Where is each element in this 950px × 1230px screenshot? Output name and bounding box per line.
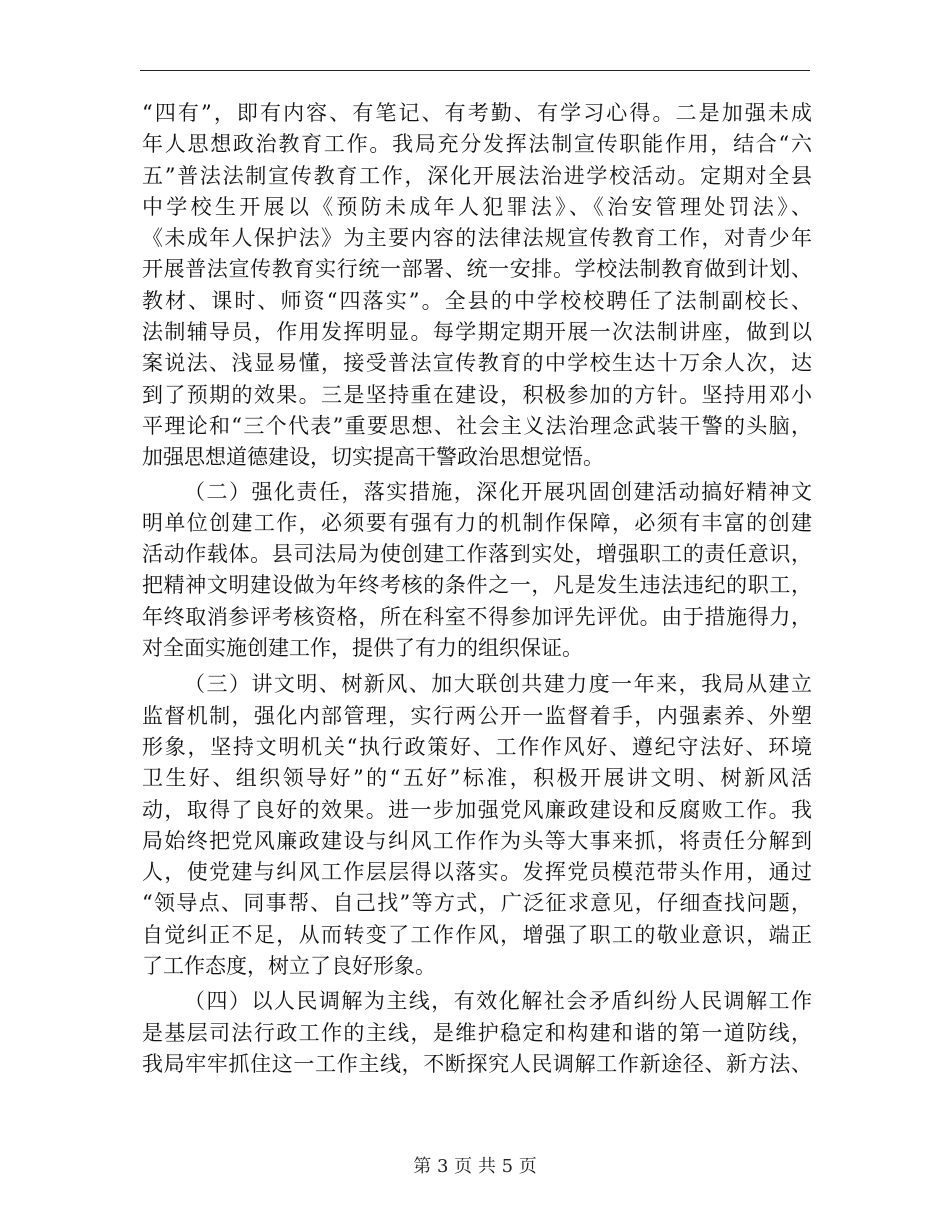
text-line: 中学校生开展以《预防未成年人犯罪法》、《治安管理处罚法》、 <box>142 194 812 219</box>
text-line: （三）讲文明、树新风、加大联创共建力度一年来，我局从建立 <box>184 672 812 697</box>
text-line: “领导点、同事帮、自己找”等方式，广泛征求意见，仔细查找问题， <box>142 891 812 916</box>
text-line: 活动作载体。县司法局为使创建工作落到实处，增强职工的责任意识， <box>142 542 812 567</box>
paragraph-1 <box>142 98 812 474</box>
text-line: 加强思想道德建设，切实提高干警政治思想觉悟。 <box>142 445 604 470</box>
text-line: “四有”，即有内容、有笔记、有考勤、有学习心得。二是加强未成 <box>142 101 812 125</box>
page-footer: 第 3 页 共 5 页 <box>413 1156 537 1177</box>
paragraph-3 <box>142 669 812 982</box>
text-line: 《未成年人保护法》为主要内容的法律法规宣传教育工作，对青少年 <box>142 226 812 251</box>
text-line: 年终取消参评考核资格，所在科室不得参加评先评优。由于措施得力， <box>142 604 812 629</box>
text-line: 五”普法法制宣传教育工作，深化开展法治进学校活动。定期对全县 <box>142 163 812 188</box>
text-line: 了工作态度，树立了良好形象。 <box>142 954 436 979</box>
document-body <box>142 98 812 1080</box>
text-line: 对全面实施创建工作，提供了有力的组织保证。 <box>142 636 583 661</box>
text-line: 人，使党建与纠风工作层层得以落实。发挥党员模范带头作用，通过 <box>142 860 812 885</box>
text-line: 卫生好、组织领导好”的“五好”标准，积极开展讲文明、树新风活 <box>142 766 812 791</box>
text-line: 我局牢牢抓住这一工作主线，不断探究人民调解工作新途径、新方法、 <box>142 1051 812 1076</box>
paragraph-4 <box>142 986 812 1080</box>
text-line: 把精神文明建设做为年终考核的条件之一，凡是发生违法违纪的职工， <box>142 573 812 598</box>
text-line: 形象，坚持文明机关“执行政策好、工作作风好、遵纪守法好、环境 <box>142 734 812 759</box>
text-line: （四）以人民调解为主线，有效化解社会矛盾纠纷人民调解工作 <box>184 989 812 1014</box>
header-rule <box>140 70 810 71</box>
text-line: 局始终把党风廉政建设与纠风工作作为头等大事来抓，将责任分解到 <box>142 828 812 853</box>
text-line: （二）强化责任，落实措施，深化开展巩固创建活动搞好精神文 <box>184 479 812 504</box>
text-line: 明单位创建工作，必须要有强有力的机制作保障，必须有丰富的创建 <box>142 510 812 535</box>
text-line: 是基层司法行政工作的主线，是维护稳定和构建和谐的第一道防线， <box>142 1020 812 1045</box>
text-line: 法制辅导员，作用发挥明显。每学期定期开展一次法制讲座，做到以 <box>142 320 812 345</box>
text-line: 监督机制，强化内部管理，实行两公开一监督着手，内强素养、外塑 <box>142 703 812 728</box>
text-line: 开展普法宣传教育实行统一部署、统一安排。学校法制教育做到计划、 <box>142 257 812 282</box>
paragraph-2 <box>142 477 812 665</box>
text-line: 案说法、浅显易懂，接受普法宣传教育的中学校生达十万余人次，达 <box>142 351 812 376</box>
text-line: 自觉纠正不足，从而转变了工作作风，增强了职工的敬业意识，端正 <box>142 922 812 947</box>
text-line: 动，取得了良好的效果。进一步加强党风廉政建设和反腐败工作。我 <box>142 797 812 822</box>
text-line: 平理论和“三个代表”重要思想、社会主义法治理念武装干警的头脑， <box>142 413 812 438</box>
text-line: 教材、课时、师资“四落实”。全县的中学校校聘任了法制副校长、 <box>142 288 812 313</box>
text-line: 年人思想政治教育工作。我局充分发挥法制宣传职能作用，结合“六 <box>142 132 812 157</box>
text-line: 到了预期的效果。三是坚持重在建设，积极参加的方针。坚持用邓小 <box>142 382 812 407</box>
